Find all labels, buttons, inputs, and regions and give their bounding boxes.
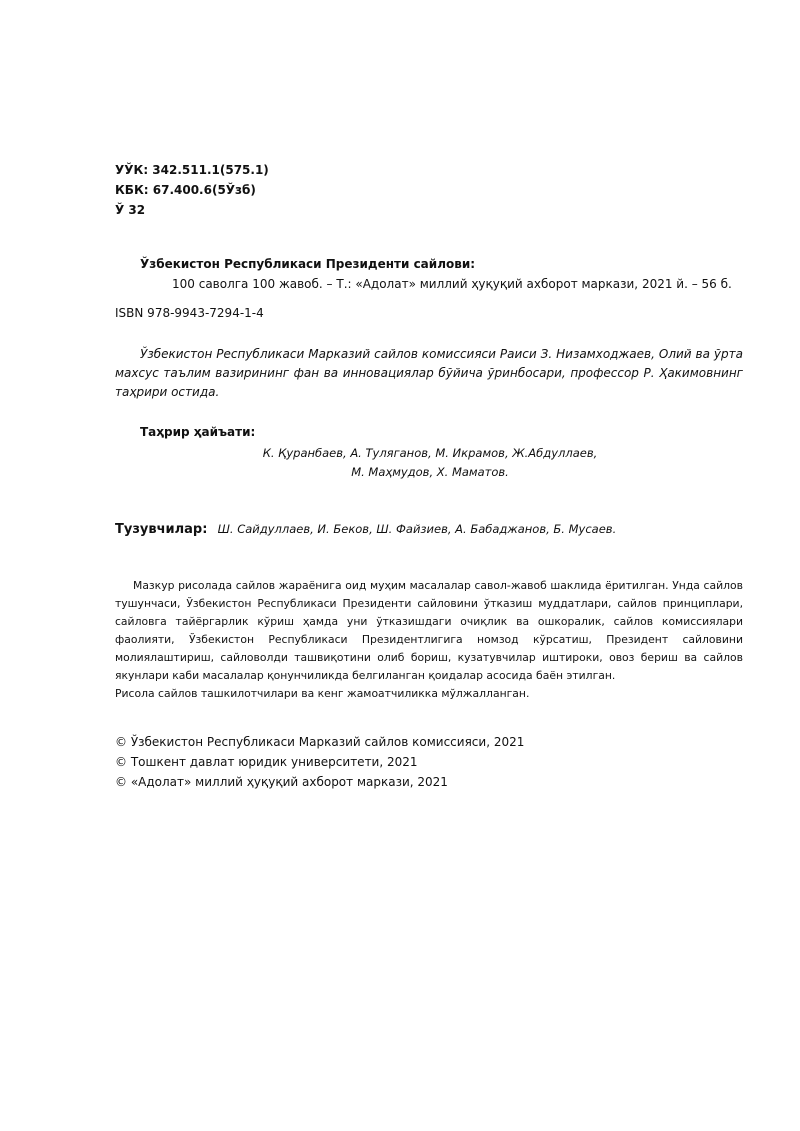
editor-note: Ўзбекистон Республикаси Марказий сайлов комиссияси Раиси З. Низамходжаев, Олий ва ўрта махсус таълим вазирининг фан ва инновациялар бўйича ўринбосари, профессор Р. Ҳакимовнинг таҳрири остида.: [115, 347, 743, 399]
book-title: Ўзбекистон Республикаси Президенти сайлови:: [140, 257, 476, 271]
isbn: ISBN 978-9943-7294-1-4: [115, 306, 264, 320]
classification-codes: [115, 160, 269, 220]
copyright-line: © Ўзбекистон Республикаси Марказий сайлов комиссияси, 2021: [115, 735, 525, 749]
copyright-line: © Тошкент давлат юридик университети, 2021: [115, 755, 418, 769]
abstract-audience: Рисола сайлов ташкилотчилари ва кенг жамоатчиликка мўлжалланган.: [115, 687, 530, 700]
copyright-block: [115, 732, 524, 792]
editorial-board-label: Таҳрир ҳайъати:: [140, 425, 256, 439]
compilers: [115, 517, 735, 540]
compilers-label: Тузувчилар:: [115, 522, 208, 537]
editorial-board-names-line2: М. Маҳмудов, Х. Маматов.: [351, 465, 509, 479]
udk-code: УЎК: 342.511.1(575.1): [115, 163, 269, 177]
kbk-code: КБК: 67.400.6(5Ўзб): [115, 183, 256, 197]
book-description: 100 саволга 100 жавоб. – Т.: «Адолат» миллий ҳуқуқий ахборот маркази, 2021 й. – 56 б.: [172, 277, 732, 291]
abstract-paragraph: Мазкур рисолада сайлов жараёнига оид муҳим масалалар савол-жавоб шаклида ёритилган. Унда сайлов тушунчаси, Ўзбекистон Республикаси Президенти сайловини ўтказиш муддатлари, сайлов принциплари, сайловга тайёргарлик кўриш ҳамда уни ўтказишдаги очиқлик ва ошкоралик, сайлов комиссиялари фаолияти, Ўзбекистон Республикаси Президентлигига номзод кўрсатиш, Президент сайловини молиялаштириш, сайловолди ташвиқотини олиб бориш, кузатувчилар иштироки, овоз бериш ва сайлов якунлари каби масалалар қонунчиликда белгиланган қоидалар асосида баён этилган.: [115, 579, 743, 682]
editorial-board-names-line1: К. Қуранбаев, А. Туляганов, М. Икрамов, Ж.Абдуллаев,: [262, 446, 598, 460]
author-mark: Ў 32: [115, 203, 146, 217]
abstract: [115, 577, 743, 703]
compilers-names: Ш. Сайдуллаев, И. Беков, Ш. Файзиев, А. Бабаджанов, Б. Мусаев.: [217, 522, 617, 536]
copyright-line: © «Адолат» миллий ҳуқуқий ахборот маркази, 2021: [115, 775, 448, 789]
editorial-board-names: [260, 444, 600, 482]
